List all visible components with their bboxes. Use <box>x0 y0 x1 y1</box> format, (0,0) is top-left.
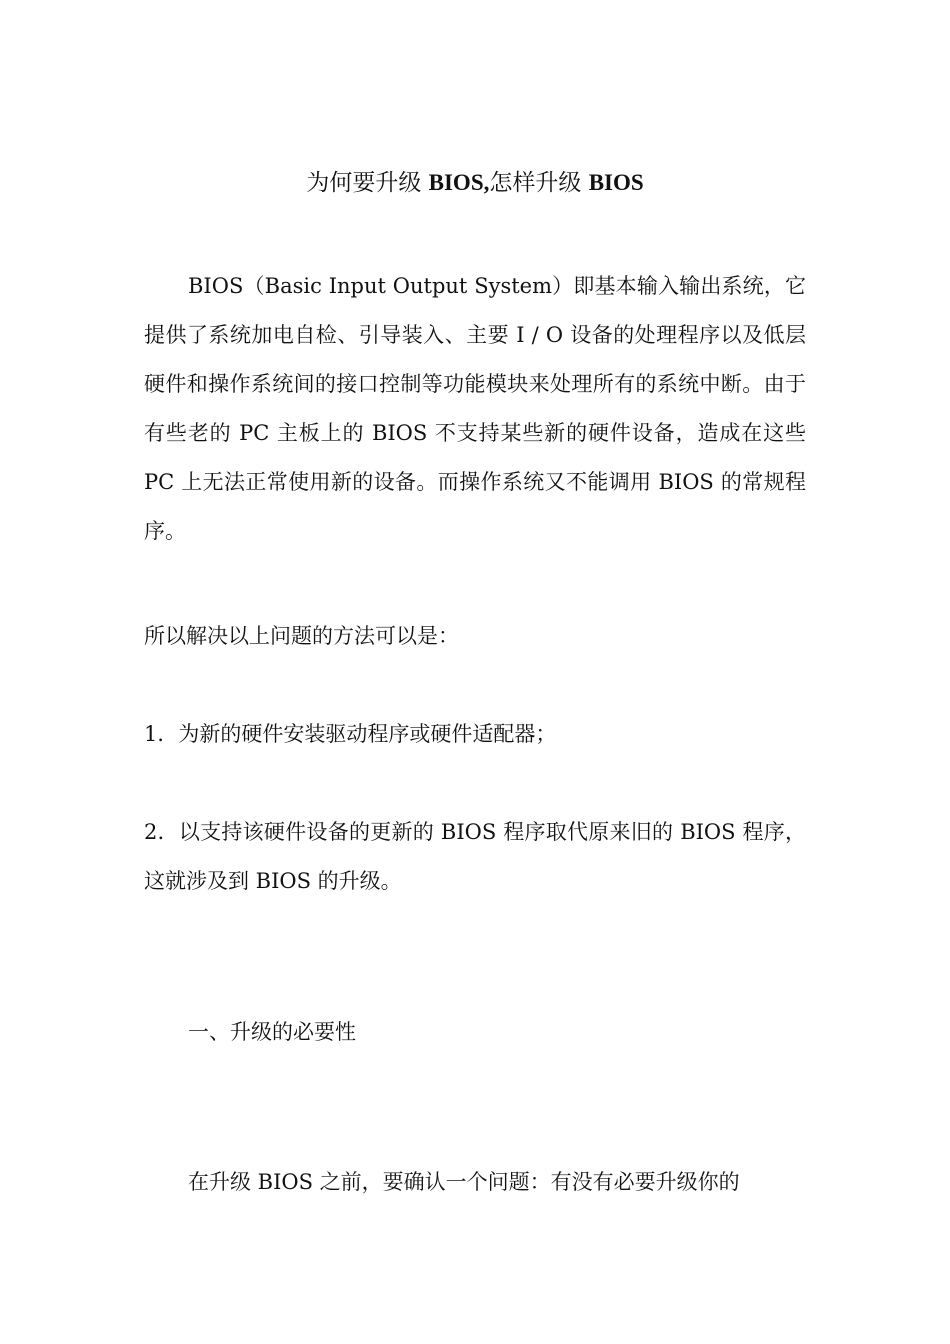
title-part-2: BIOS, <box>428 170 490 195</box>
intro-paragraph: BIOS（Basic Input Output System）即基本输入输出系统，它提供了系统加电自检、引导装入、主要 I / O 设备的处理程序以及低层硬件和操作系统间的接口控制等功能模块来处理所有的系统中断。由于有些老的 PC 主板上的 BIOS 不支持某些新的硬件设备，造成在这些 PC 上无法正常使用新的设备。而操作系统又不能调用 BIOS 的常规程序。 <box>144 274 806 543</box>
section-necessity-paragraph: 在升级 BIOS 之前，要确认一个问题：有没有必要升级你的 <box>188 1170 740 1194</box>
solution-item-1: 1．为新的硬件安装驱动程序或硬件适配器； <box>144 722 557 746</box>
solution-lead-paragraph: 所以解决以上问题的方法可以是： <box>144 624 459 648</box>
title-part-1: 为何要升级 <box>306 170 429 196</box>
title-part-3: 怎样升级 <box>489 170 589 196</box>
document-title <box>0 166 950 200</box>
solution-item-2: 2．以支持该硬件设备的更新的 BIOS 程序取代原来旧的 BIOS 程序，这就涉及到 BIOS 的升级。 <box>144 820 806 893</box>
title-part-4: BIOS <box>588 170 644 195</box>
section-heading-necessity: 一、升级的必要性 <box>188 1020 356 1044</box>
